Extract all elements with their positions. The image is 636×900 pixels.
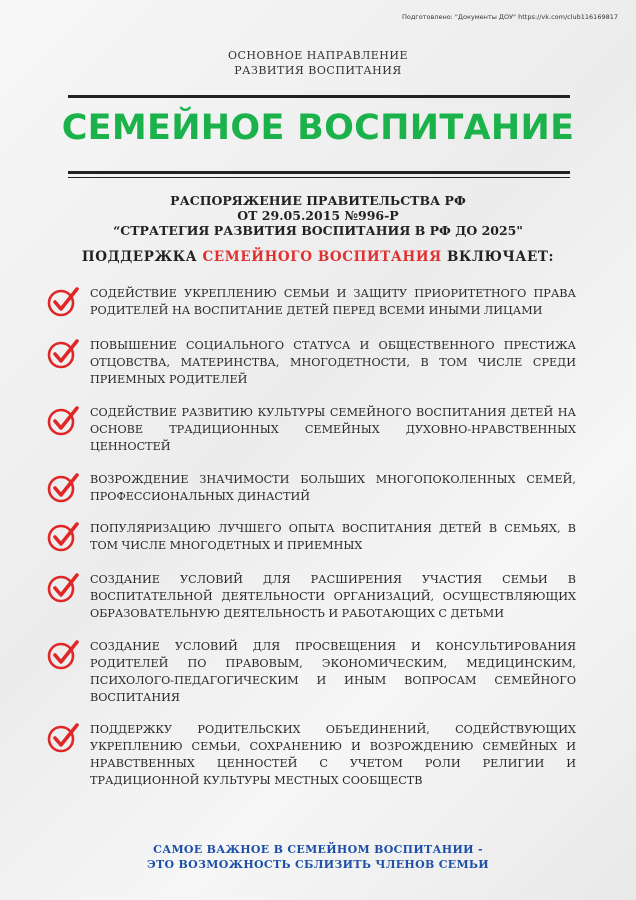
footer-note bbox=[0, 842, 636, 872]
decree-line-2: ОТ 29.05.2015 №996-Р bbox=[237, 208, 399, 223]
credit-line: Подготовлено: "Документы ДОУ" https://vk.com/club116169817 bbox=[401, 13, 618, 21]
decree-line-1: РАСПОРЯЖЕНИЕ ПРАВИТЕЛЬСТВА РФ bbox=[170, 193, 466, 208]
list-item-text: ПОПУЛЯРИЗАЦИЮ ЛУЧШЕГО ОПЫТА ВОСПИТАНИЯ ДЕТЕЙ В СЕМЬЯХ, В ТОМ ЧИСЛЕ МНОГОДЕТНЫХ И ПРИЕМНЫХ bbox=[90, 522, 576, 552]
checkmark-icon bbox=[46, 721, 80, 755]
footer-line-2: ЭТО ВОЗМОЖНОСТЬ СБЛИЗИТЬ ЧЛЕНОВ СЕМЬИ bbox=[146, 858, 489, 871]
direction-line-2: РАЗВИТИЯ ВОСПИТАНИЯ bbox=[234, 64, 402, 77]
page-title: СЕМЕЙНОЕ ВОСПИТАНИЕ bbox=[61, 108, 575, 148]
checkmark-icon bbox=[46, 571, 80, 605]
checkmark-icon bbox=[46, 520, 80, 554]
list-item-text: СОДЕЙСТВИЕ УКРЕПЛЕНИЮ СЕМЬИ И ЗАЩИТУ ПРИОРИТЕТНОГО ПРАВА РОДИТЕЛЕЙ НА ВОСПИТАНИЕ ДЕТЕЙ ПЕРЕД ВСЕМИ ИНЫМИ ЛИЦАМИ bbox=[90, 287, 576, 317]
decree-block bbox=[0, 193, 636, 238]
checkmark-icon bbox=[46, 638, 80, 672]
checkmark-icon bbox=[46, 471, 80, 505]
list-item bbox=[46, 571, 576, 622]
list-item-text: ПОВЫШЕНИЕ СОЦИАЛЬНОГО СТАТУСА И ОБЩЕСТВЕННОГО ПРЕСТИЖА ОТЦОВСТВА, МАТЕРИНСТВА, МНОГОДЕТНОСТИ, В ТОМ ЧИСЛЕ СРЕДИ ПРИЕМНЫХ РОДИТЕЛЕЙ bbox=[90, 339, 576, 386]
top-divider bbox=[68, 95, 570, 98]
list-item bbox=[46, 471, 576, 505]
bottom-divider-thick bbox=[68, 171, 570, 174]
list-item-text: СОДЕЙСТВИЕ РАЗВИТИЮ КУЛЬТУРЫ СЕМЕЙНОГО ВОСПИТАНИЯ ДЕТЕЙ НА ОСНОВЕ ТРАДИЦИОННЫХ СЕМЕЙНЫХ ДУХОВНО-НРАВСТВЕННЫХ ЦЕННОСТЕЙ bbox=[90, 406, 576, 453]
list-item bbox=[46, 520, 576, 554]
checkmark-icon bbox=[46, 337, 80, 371]
decree-line-3: “СТРАТЕГИЯ РАЗВИТИЯ ВОСПИТАНИЯ В РФ ДО 2025" bbox=[113, 223, 523, 238]
list-item-text: ПОДДЕРЖКУ РОДИТЕЛЬСКИХ ОБЪЕДИНЕНИЙ, СОДЕЙСТВУЮЩИХ УКРЕПЛЕНИЮ СЕМЬИ, СОХРАНЕНИЮ И ВОЗРОЖДЕНИЮ СЕМЕЙНЫХ И НРАВСТВЕННЫХ ЦЕННОСТЕЙ С УЧЕТОМ РОЛИ РЕЛИГИИ И ТРАДИЦИОННОЙ КУЛЬТУРЫ МЕСТНЫХ СООБЩЕСТВ bbox=[90, 723, 576, 787]
list-item bbox=[46, 285, 576, 319]
list-item-text: СОЗДАНИЕ УСЛОВИЙ ДЛЯ РАСШИРЕНИЯ УЧАСТИЯ СЕМЬИ В ВОСПИТАТЕЛЬНОЙ ДЕЯТЕЛЬНОСТИ ОРГАНИЗАЦИЙ, ОСУЩЕСТВЛЯЮЩИХ ОБРАЗОВАТЕЛЬНУЮ ДЕЯТЕЛЬНОСТЬ И РАБОТАЮЩИХ С ДЕТЬМИ bbox=[90, 573, 576, 620]
support-heading-accent: СЕМЕЙНОГО ВОСПИТАНИЯ bbox=[202, 249, 442, 265]
direction-line-1: ОСНОВНОЕ НАПРАВЛЕНИЕ bbox=[227, 49, 409, 62]
list-item bbox=[46, 721, 576, 789]
footer-line-1: САМОЕ ВАЖНОЕ В СЕМЕЙНОМ ВОСПИТАНИИ - bbox=[153, 843, 483, 856]
support-heading bbox=[0, 249, 636, 265]
bottom-divider-thin bbox=[68, 177, 570, 178]
checkmark-icon bbox=[46, 404, 80, 438]
checkmark-icon bbox=[46, 285, 80, 319]
list-item-text: СОЗДАНИЕ УСЛОВИЙ ДЛЯ ПРОСВЕЩЕНИЯ И КОНСУЛЬТИРОВАНИЯ РОДИТЕЛЕЙ ПО ПРАВОВЫМ, ЭКОНОМИЧЕСКИМ, МЕДИЦИНСКИМ, ПСИХОЛОГО-ПЕДАГОГИЧЕСКИМ И ИНЫМ ВОПРОСАМ СЕМЕЙНОГО ВОСПИТАНИЯ bbox=[90, 640, 576, 704]
list-item bbox=[46, 404, 576, 455]
list-item bbox=[46, 337, 576, 388]
list-item bbox=[46, 638, 576, 706]
support-heading-before: ПОДДЕРЖКА bbox=[81, 249, 203, 265]
direction-heading bbox=[0, 48, 636, 78]
support-heading-after: ВКЛЮЧАЕТ: bbox=[441, 249, 555, 265]
list-item-text: ВОЗРОЖДЕНИЕ ЗНАЧИМОСТИ БОЛЬШИХ МНОГОПОКОЛЕННЫХ СЕМЕЙ, ПРОФЕССИОНАЛЬНЫХ ДИНАСТИЙ bbox=[90, 473, 576, 503]
